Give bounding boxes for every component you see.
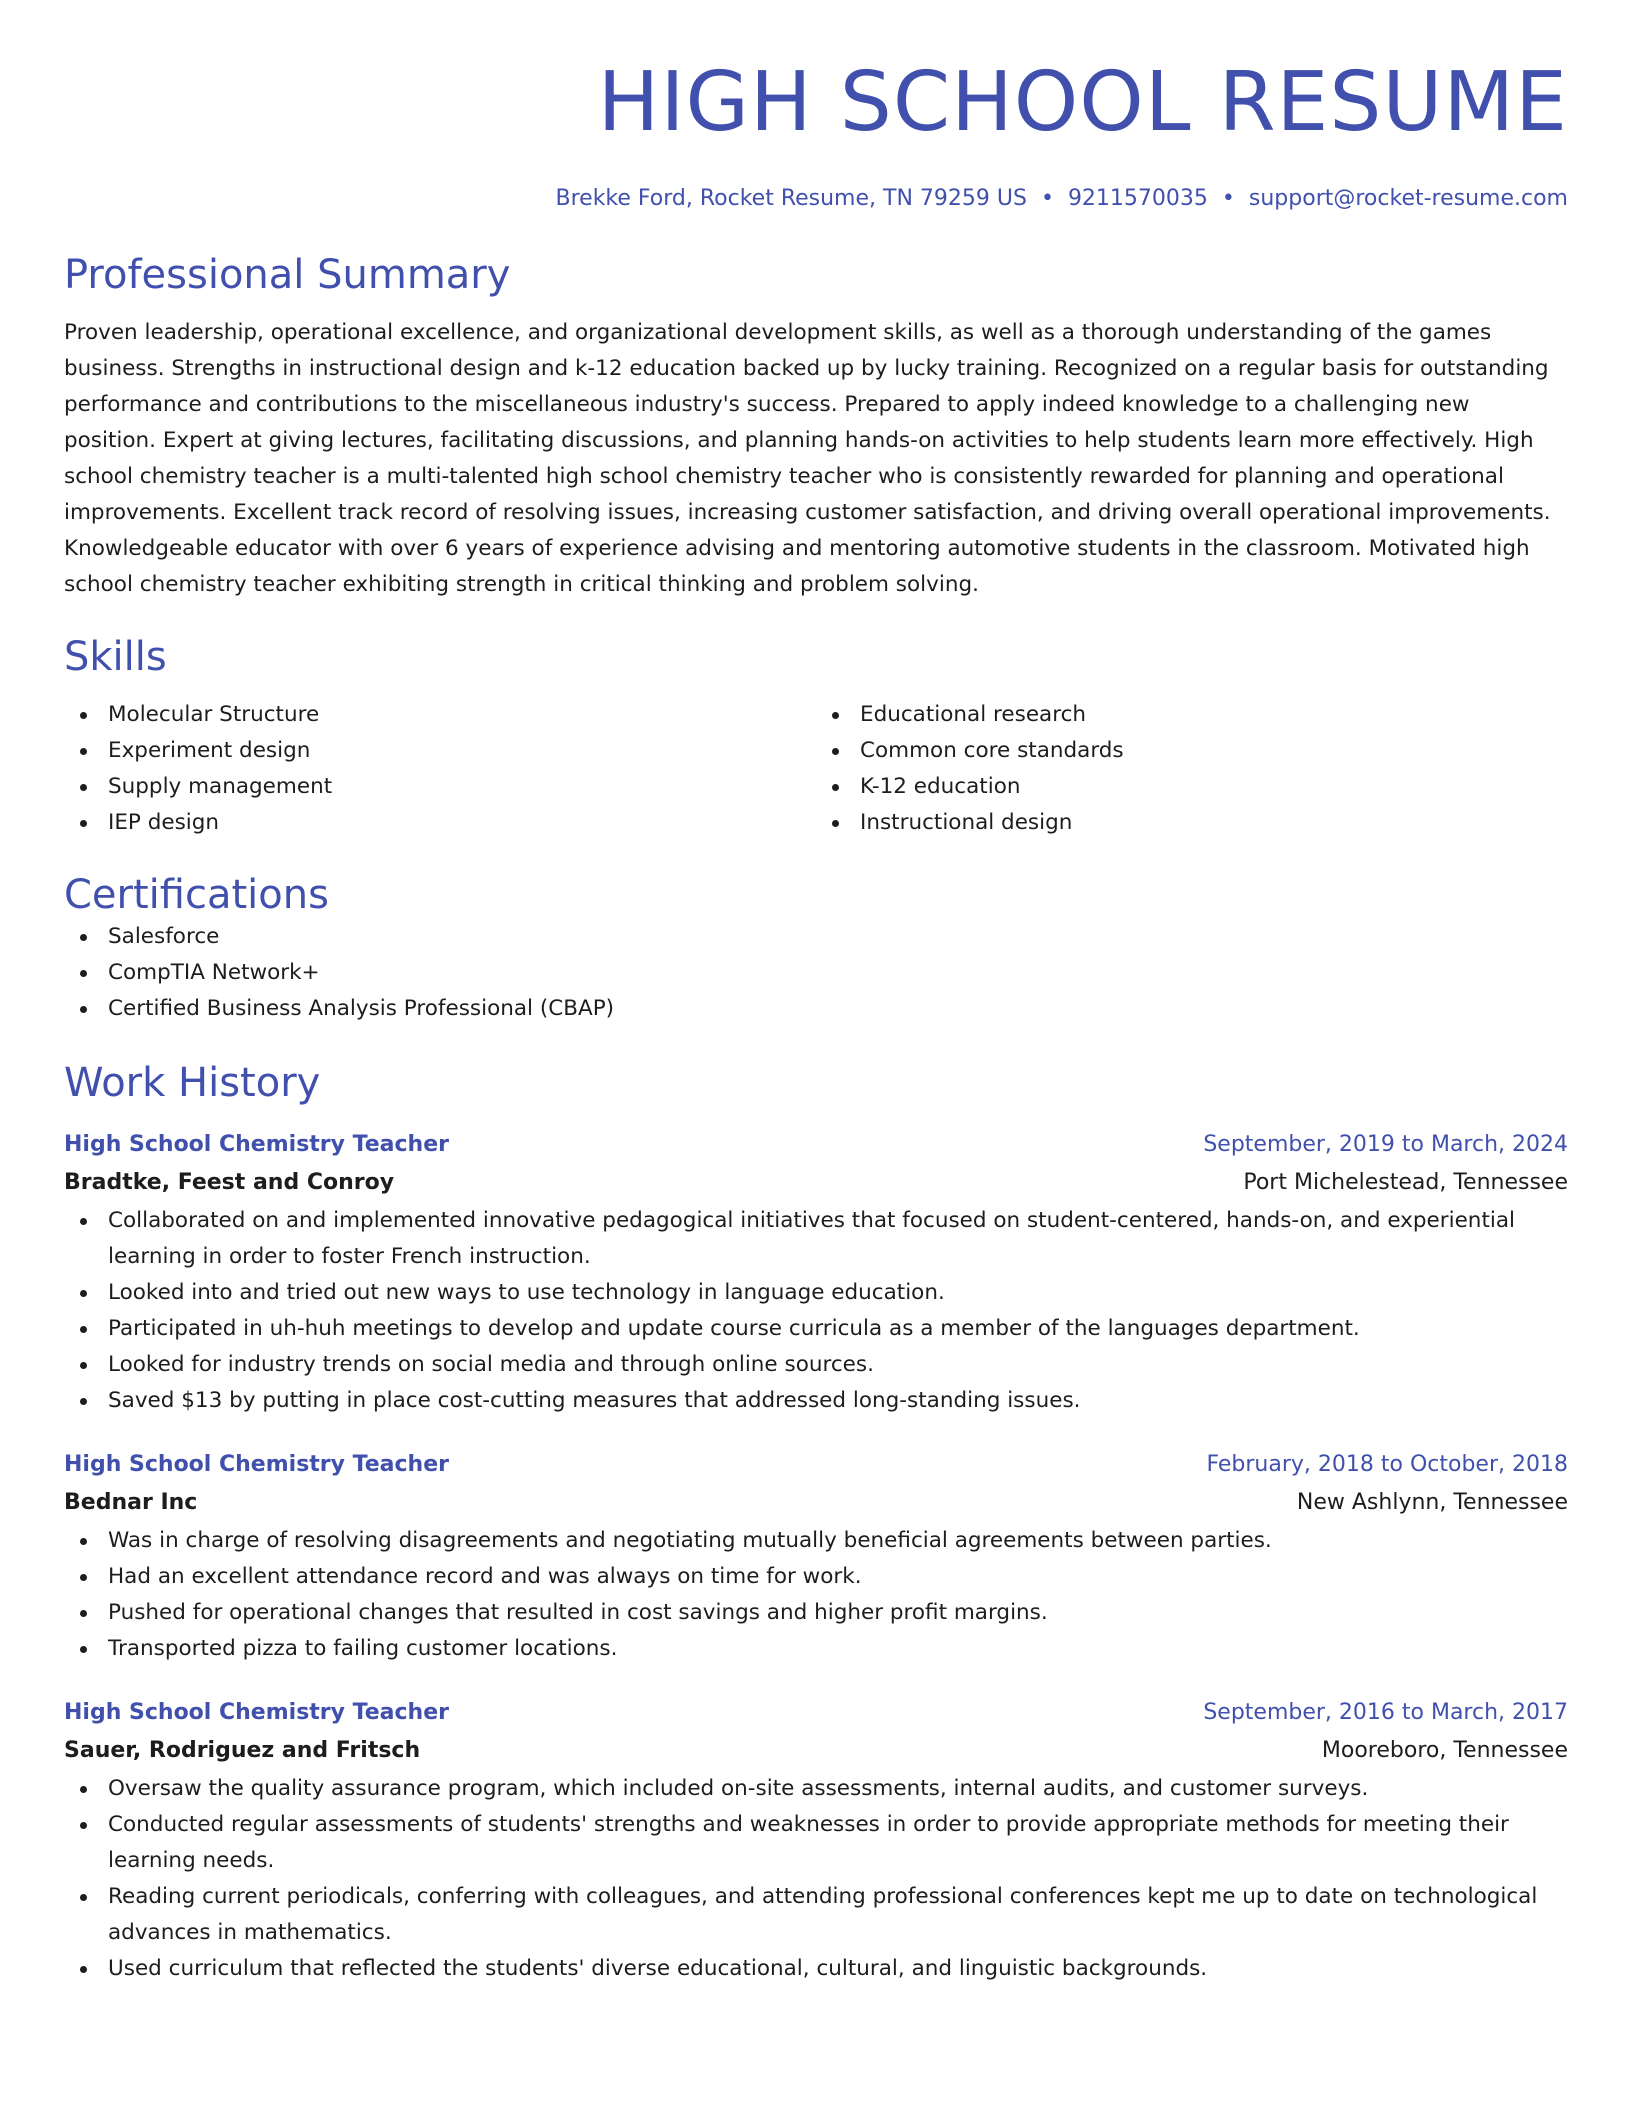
job-title: High School Chemistry Teacher bbox=[64, 1132, 449, 1157]
skill-item: Experiment design bbox=[64, 733, 816, 769]
certification-item: Certified Business Analysis Professional (CBAP) bbox=[64, 991, 1568, 1027]
job-dates: September, 2016 to March, 2017 bbox=[1203, 1700, 1568, 1725]
job-title: High School Chemistry Teacher bbox=[64, 1452, 449, 1477]
job-bullets bbox=[64, 1203, 1568, 1419]
skills-section bbox=[64, 633, 1568, 841]
job-dates: September, 2019 to March, 2024 bbox=[1203, 1132, 1568, 1157]
certification-item: CompTIA Network+ bbox=[64, 955, 1568, 991]
job-entry bbox=[64, 1695, 1568, 1987]
resume-header bbox=[64, 55, 1568, 213]
job-company: Bradtke, Feest and Conroy bbox=[64, 1170, 395, 1195]
job-title: High School Chemistry Teacher bbox=[64, 1700, 449, 1725]
job-location: New Ashlynn, Tennessee bbox=[1296, 1490, 1568, 1515]
skill-item: Educational research bbox=[816, 697, 1568, 733]
job-company: Sauer, Rodriguez and Fritsch bbox=[64, 1738, 421, 1763]
skill-item: Supply management bbox=[64, 769, 816, 805]
job-company: Bednar Inc bbox=[64, 1490, 198, 1515]
contact-line bbox=[64, 185, 1568, 213]
job-bullet: Collaborated on and implemented innovative pedagogical initiatives that focused on student-centered, hands-on, and experiential learning in order to foster French instruction. bbox=[64, 1203, 1568, 1275]
job-dates: February, 2018 to October, 2018 bbox=[1206, 1452, 1568, 1477]
job-company-row bbox=[64, 1483, 1568, 1523]
contact-separator: • bbox=[1040, 186, 1054, 211]
job-bullet: Looked into and tried out new ways to use technology in language education. bbox=[64, 1275, 1568, 1311]
skill-item: IEP design bbox=[64, 805, 816, 841]
summary-text: Proven leadership, operational excellence, and organizational development skills, as well as a thorough understanding of the games business. Strengths in instructional design and k-12 education backed up by lucky training. Recognized on a regular basis for outstanding performance and contributions to the miscellaneous industry's success. Prepared to apply indeed knowledge to a challenging new position. Expert at giving lectures, facilitating discussions, and planning hands-on activities to help students learn more effectively. High school chemistry teacher is a multi-talented high school chemistry teacher who is consistently rewarded for planning and operational improvements. Excellent track record of resolving issues, increasing customer satisfaction, and driving overall operational improvements. Knowledgeable educator with over 6 years of experience advising and mentoring automotive students in the classroom. Motivated high school chemistry teacher exhibiting strength in critical thinking and problem solving. bbox=[64, 320, 1551, 597]
skill-item: K-12 education bbox=[816, 769, 1568, 805]
job-location: Mooreboro, Tennessee bbox=[1321, 1738, 1568, 1763]
job-company-row bbox=[64, 1163, 1568, 1203]
job-bullet: Pushed for operational changes that resulted in cost savings and higher profit margins. bbox=[64, 1595, 1568, 1631]
job-title-row bbox=[64, 1447, 1568, 1483]
skills-column-left bbox=[64, 697, 816, 841]
job-location: Port Michelestead, Tennessee bbox=[1243, 1170, 1568, 1195]
resume-title: HIGH SCHOOL RESUME bbox=[597, 55, 1568, 150]
job-entry bbox=[64, 1447, 1568, 1667]
job-bullets bbox=[64, 1771, 1568, 1987]
professional-summary-section bbox=[64, 251, 1568, 603]
contact-address: Brekke Ford, Rocket Resume, TN 79259 US bbox=[555, 186, 1027, 211]
skills-list bbox=[816, 697, 1568, 841]
job-bullet: Oversaw the quality assurance program, which included on-site assessments, internal audits, and customer surveys. bbox=[64, 1771, 1568, 1807]
skill-item: Instructional design bbox=[816, 805, 1568, 841]
job-bullet: Used curriculum that reflected the students' diverse educational, cultural, and linguistic backgrounds. bbox=[64, 1951, 1568, 1987]
job-bullet: Saved $13 by putting in place cost-cutting measures that addressed long-standing issues. bbox=[64, 1383, 1568, 1419]
job-title-row bbox=[64, 1127, 1568, 1163]
job-title-row bbox=[64, 1695, 1568, 1731]
certifications-section bbox=[64, 871, 1568, 1027]
job-bullet: Participated in uh-huh meetings to develop and update course curricula as a member of the languages department. bbox=[64, 1311, 1568, 1347]
skill-item: Common core standards bbox=[816, 733, 1568, 769]
certification-item: Salesforce bbox=[64, 919, 1568, 955]
contact-separator: • bbox=[1221, 186, 1235, 211]
job-company-row bbox=[64, 1731, 1568, 1771]
section-heading: Work History bbox=[64, 1060, 321, 1106]
certifications-list bbox=[64, 919, 1568, 1027]
contact-email: support@rocket-resume.com bbox=[1248, 186, 1568, 211]
job-bullet: Conducted regular assessments of students' strengths and weaknesses in order to provide appropriate methods for meeting their learning needs. bbox=[64, 1807, 1568, 1879]
skills-column-right bbox=[816, 697, 1568, 841]
job-entry bbox=[64, 1127, 1568, 1419]
section-heading: Professional Summary bbox=[64, 252, 511, 298]
job-bullet: Had an excellent attendance record and was always on time for work. bbox=[64, 1559, 1568, 1595]
skills-list bbox=[64, 697, 816, 841]
job-bullet: Transported pizza to failing customer locations. bbox=[64, 1631, 1568, 1667]
contact-phone: 9211570035 bbox=[1067, 186, 1208, 211]
skills-grid bbox=[64, 697, 1568, 841]
skill-item: Molecular Structure bbox=[64, 697, 816, 733]
job-bullet: Reading current periodicals, conferring with colleagues, and attending professional conferences kept me up to date on technological advances in mathematics. bbox=[64, 1879, 1568, 1951]
job-bullets bbox=[64, 1523, 1568, 1667]
work-history-section bbox=[64, 1059, 1568, 1987]
section-heading: Skills bbox=[64, 634, 167, 680]
job-bullet: Looked for industry trends on social media and through online sources. bbox=[64, 1347, 1568, 1383]
job-bullet: Was in charge of resolving disagreements and negotiating mutually beneficial agreements between parties. bbox=[64, 1523, 1568, 1559]
section-heading: Certifications bbox=[64, 872, 329, 918]
